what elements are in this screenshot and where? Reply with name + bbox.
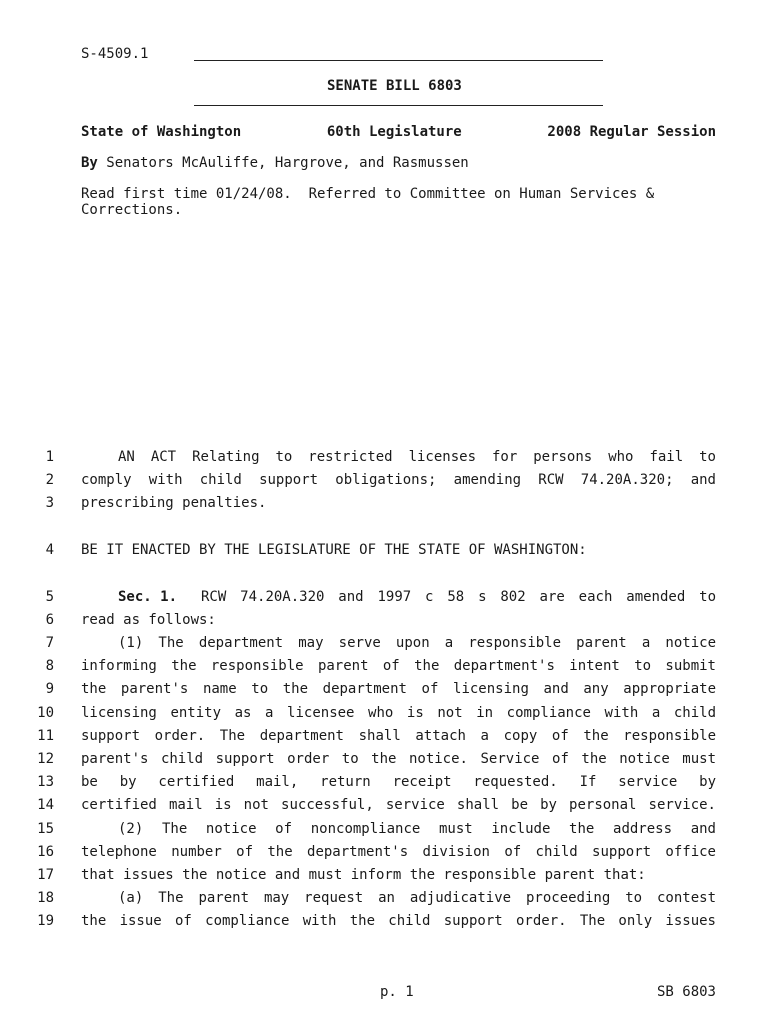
line-number: 10 — [37, 705, 54, 721]
body-line — [0, 542, 770, 562]
line-number: 11 — [37, 728, 54, 744]
top-rule — [194, 60, 603, 61]
line-number: 4 — [45, 542, 54, 558]
line-text: (2) The notice of noncompliance must include the address and — [118, 821, 716, 837]
line-text: be by certified mail, return receipt requested. If service by — [81, 774, 716, 790]
sponsor-names: Senators McAuliffe, Hargrove, and Rasmussen — [106, 155, 469, 171]
page-number: p. 1 — [380, 984, 414, 1000]
body-line — [0, 589, 770, 609]
line-text: prescribing penalties. — [81, 495, 267, 511]
line-number: 14 — [37, 797, 54, 813]
body-line — [0, 658, 770, 678]
body-line — [0, 635, 770, 655]
line-text: that issues the notice and must inform the responsible parent that: — [81, 867, 646, 883]
section-label: Sec. 1. — [118, 589, 178, 605]
body-line — [0, 751, 770, 771]
state-label: State of Washington — [81, 124, 242, 140]
session-header-row — [81, 124, 716, 140]
line-number: 16 — [37, 844, 54, 860]
line-number: 19 — [37, 913, 54, 929]
line-text: telephone number of the department's division of child support office — [81, 844, 716, 860]
body-line — [0, 705, 770, 725]
line-text: AN ACT Relating to restricted licenses for persons who fail to — [118, 449, 716, 465]
line-number: 2 — [45, 472, 54, 488]
line-text: (1) The department may serve upon a responsible parent a notice — [118, 635, 716, 651]
line-number: 8 — [45, 658, 54, 674]
title-rule — [194, 105, 603, 106]
footer-bill-ref: SB 6803 — [656, 984, 716, 1000]
body-line — [0, 774, 770, 794]
line-number: 6 — [45, 612, 54, 628]
line-text: RCW 74.20A.320 and 1997 c 58 s 802 are each amended to — [201, 589, 716, 605]
line-text: parent's child support order to the notice. Service of the notice must — [81, 751, 716, 767]
line-number: 1 — [45, 449, 54, 465]
line-text: informing the responsible parent of the department's intent to submit — [81, 658, 716, 674]
line-text: support order. The department shall attach a copy of the responsible — [81, 728, 716, 744]
line-text: comply with child support obligations; amending RCW 74.20A.320; and — [81, 472, 716, 488]
line-number: 9 — [45, 681, 54, 697]
body-line — [0, 867, 770, 887]
legislature-label: 60th Legislature — [326, 124, 462, 140]
body-line — [0, 612, 770, 632]
line-number: 7 — [45, 635, 54, 651]
body-line — [0, 890, 770, 910]
read-first-line-1: Read first time 01/24/08. Referred to Committee on Human Services & — [81, 186, 655, 202]
body-line — [0, 472, 770, 492]
bill-title: SENATE BILL 6803 — [327, 78, 462, 94]
by-label: By — [81, 155, 98, 171]
line-number: 3 — [45, 495, 54, 511]
body-line — [0, 449, 770, 469]
body-line — [0, 495, 770, 515]
line-number: 15 — [37, 821, 54, 837]
body-line — [0, 797, 770, 817]
line-number: 5 — [45, 589, 54, 605]
body-line — [0, 913, 770, 933]
body-line — [0, 728, 770, 748]
line-text: certified mail is not successful, service shall be by personal service. — [81, 797, 716, 813]
line-number: 13 — [37, 774, 54, 790]
line-number: 12 — [37, 751, 54, 767]
body-line — [0, 681, 770, 701]
line-text: read as follows: — [81, 612, 216, 628]
line-text: licensing entity as a licensee who is not in compliance with a child — [81, 705, 716, 721]
session-label: 2008 Regular Session — [547, 124, 716, 140]
read-first-line-2: Corrections. — [81, 202, 183, 218]
line-text: the parent's name to the department of licensing and any appropriate — [81, 681, 716, 697]
line-text: (a) The parent may request an adjudicative proceeding to contest — [118, 890, 716, 906]
line-text: BE IT ENACTED BY THE LEGISLATURE OF THE STATE OF WASHINGTON: — [81, 542, 587, 558]
body-line — [0, 844, 770, 864]
body-line — [0, 821, 770, 841]
line-text: the issue of compliance with the child support order. The only issues — [81, 913, 716, 929]
document-id: S-4509.1 — [81, 46, 149, 62]
line-number: 17 — [37, 867, 54, 883]
sponsors-line — [81, 155, 469, 171]
line-number: 18 — [37, 890, 54, 906]
